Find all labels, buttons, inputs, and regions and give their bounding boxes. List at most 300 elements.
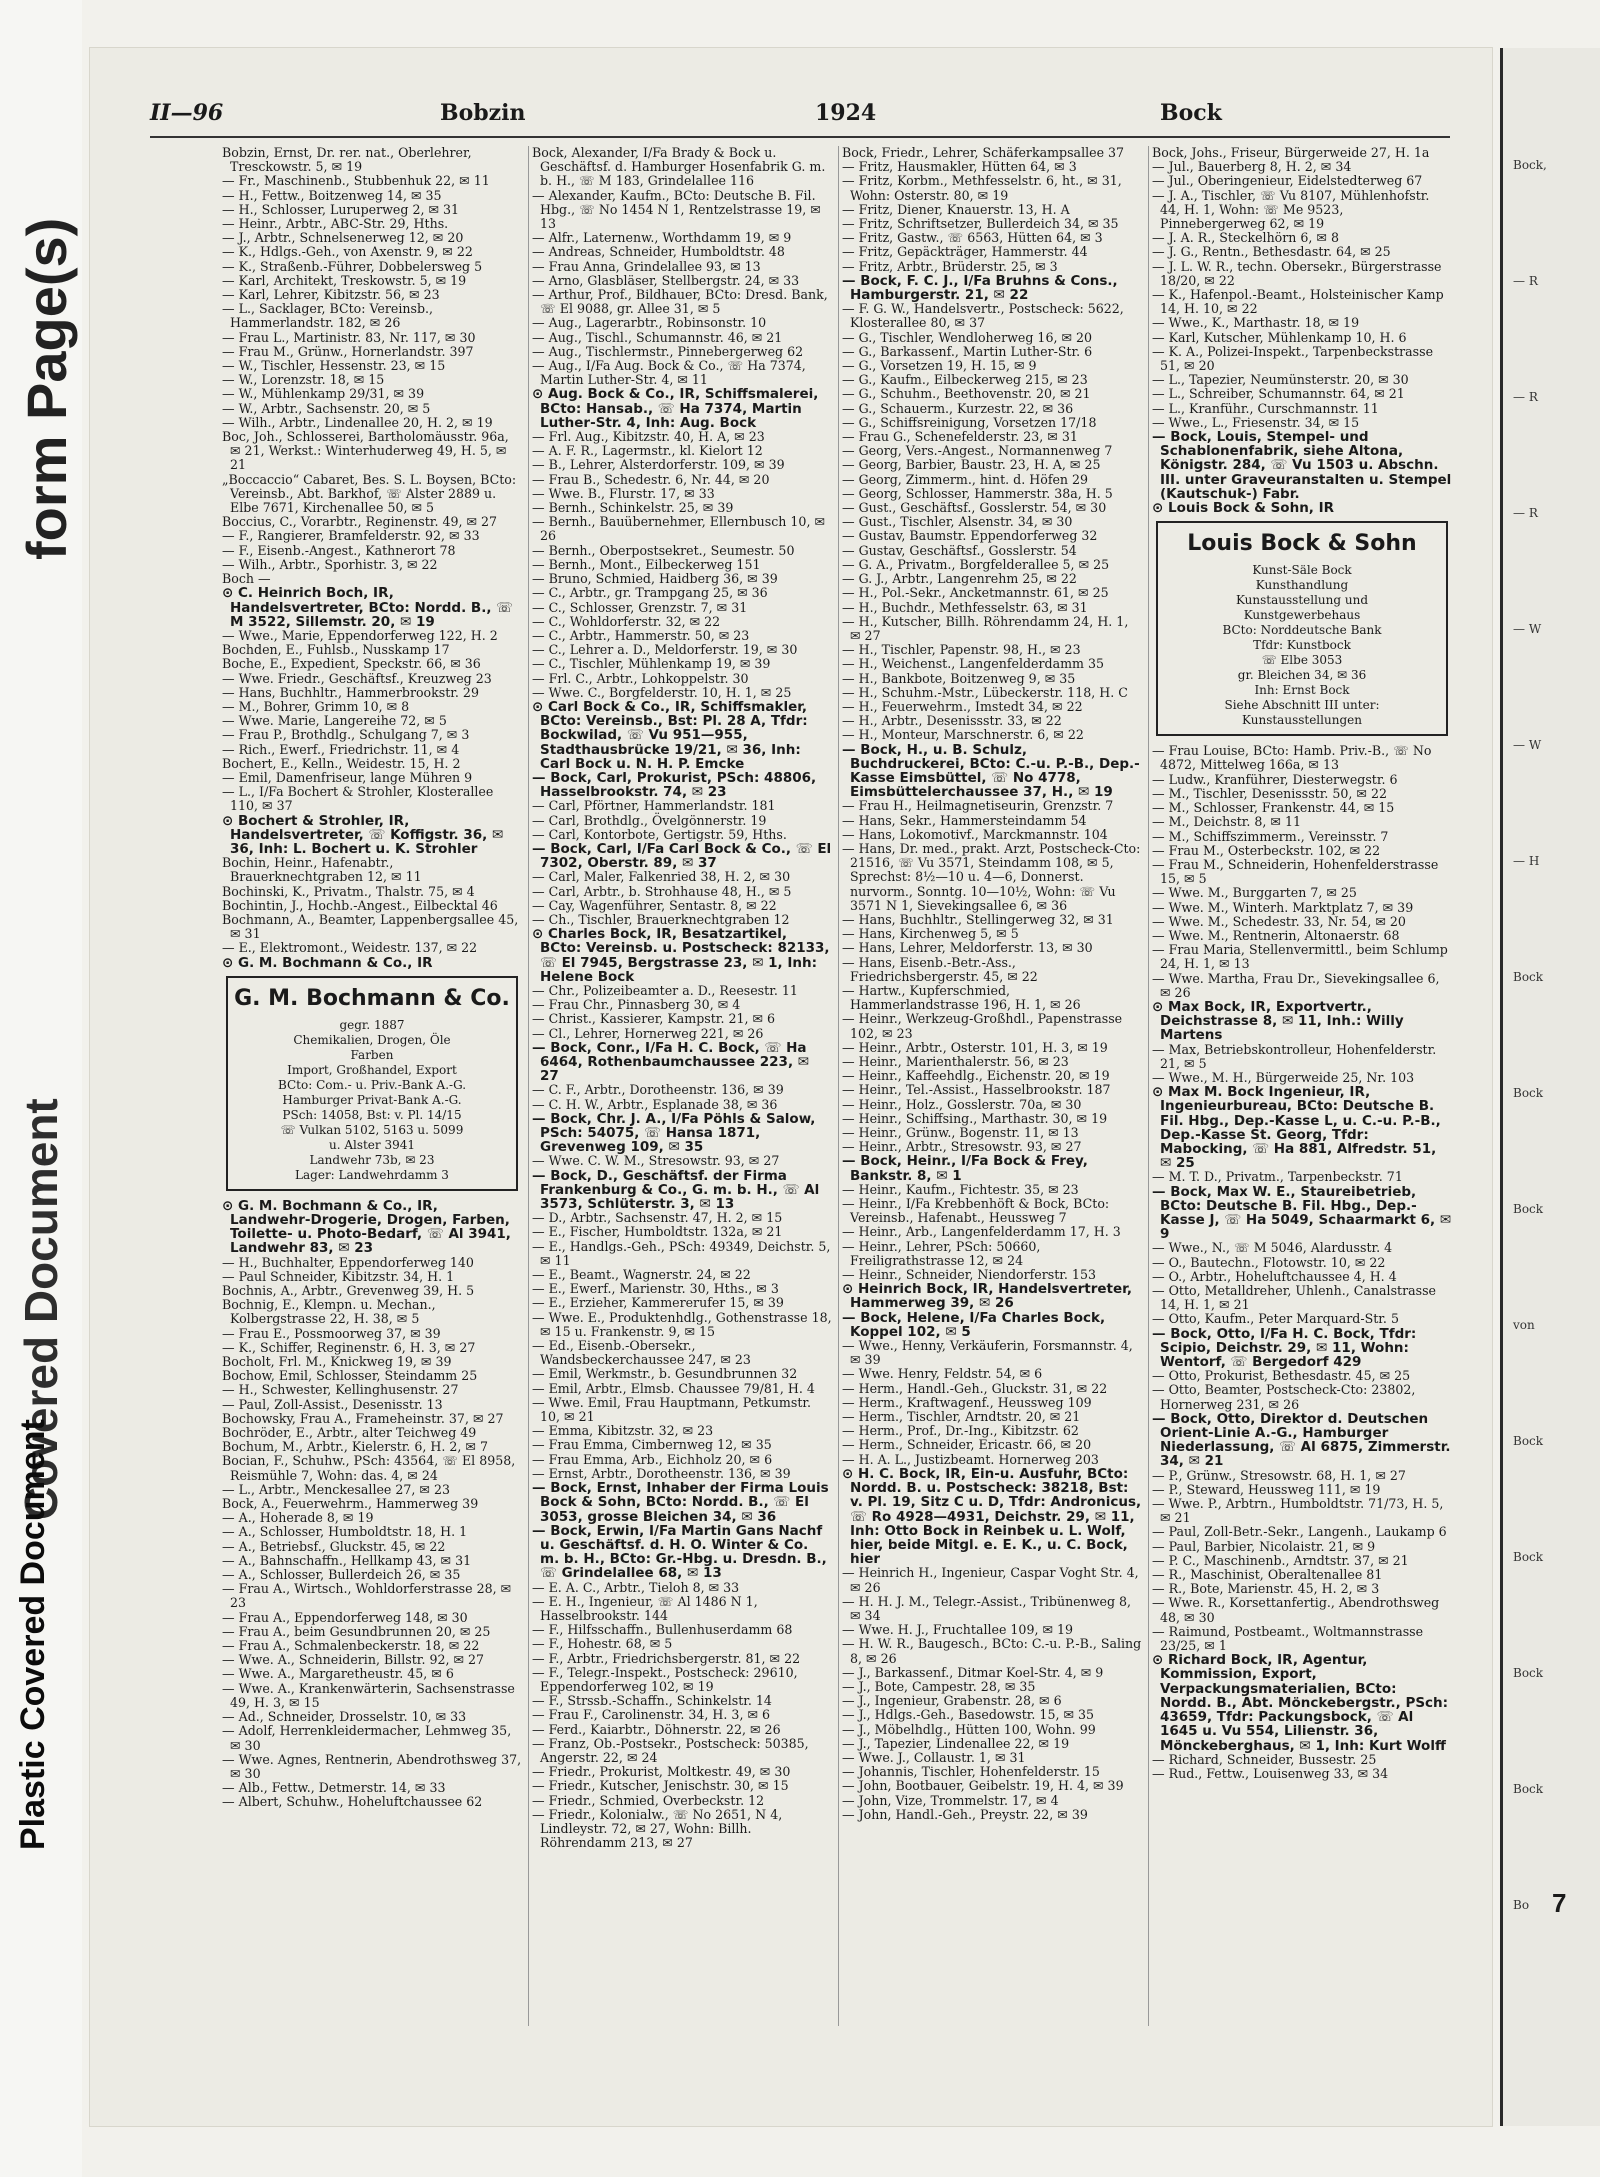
directory-entry: — E., Beamt., Wagnerstr. 24, ✉ 22 bbox=[532, 1267, 751, 1283]
directory-entry: — P. C., Maschinenb., Arndtstr. 37, ✉ 21 bbox=[1152, 1552, 1409, 1568]
directory-entry: — Wwe., N., ☏ M 5046, Alardusstr. 4 bbox=[1152, 1240, 1393, 1256]
directory-entry: — Heinr., Kaufm., Fichtestr. 35, ✉ 23 bbox=[842, 1181, 1079, 1197]
directory-entry: ⊙ Max M. Bock Ingenieur, IR, Ingenieurbureau, BCto: Deutsche B. Fil. Hbg., Dep.-Kasse L, u. C.-u. P.-B., Dep.-Kasse St. Georg, Tfdr: Mabocking, ☏ Ha 881, Alfredstr. 51, ✉ 25 bbox=[1152, 1084, 1441, 1172]
directory-entry: — H., Buchhalter, Eppendorferweg 140 bbox=[222, 1254, 474, 1270]
directory-entry: — Bock, Carl, I/Fa Carl Bock & Co., ☏ El 7302, Oberstr. 89, ✉ 37 bbox=[532, 840, 832, 872]
directory-entry: — J., Möbelhdlg., Hütten 100, Wohn. 99 bbox=[842, 1721, 1096, 1737]
directory-entry: — Friedr., Kolonialw., ☏ No 2651, N 4, Lindleystr. 72, ✉ 27, Wohn: Billh. Röhrendamm 213, ✉ 27 bbox=[532, 1806, 783, 1851]
directory-entry: — Gust., Tischler, Alsenstr. 34, ✉ 30 bbox=[842, 514, 1073, 530]
directory-entry: — Bock, Erwin, I/Fa Martin Gans Nachf u. Geschäftsf. d. H. O. Winter & Co. m. b. H., BCto: Gr.-Hbg. u. Dresdn. B., ☏ Grindelallee 68, ✉ 13 bbox=[532, 1522, 827, 1582]
directory-entry: — Wwe. C. W. M., Stresowstr. 93, ✉ 27 bbox=[532, 1153, 780, 1169]
directory-entry: Bochow, Emil, Schlosser, Steindamm 25 bbox=[222, 1368, 478, 1384]
directory-entry: — E., Elektromont., Weidestr. 137, ✉ 22 bbox=[222, 940, 478, 956]
advertisement-box bbox=[226, 976, 518, 1191]
directory-entry: — Wilh., Arbtr., Lindenallee 20, H. 2, ✉ 19 bbox=[222, 414, 493, 430]
directory-entry: — Andreas, Schneider, Humboldtstr. 48 bbox=[532, 244, 785, 260]
directory-entry: — M., Deichstr. 8, ✉ 11 bbox=[1152, 814, 1302, 830]
directory-entry: Boc, Joh., Schlosserei, Bartholomäusstr. 96a, ✉ 21, Werkst.: Winterhuderweg 49, H. 5, ✉ 21 bbox=[222, 429, 509, 473]
directory-entry: — H. W. R., Baugesch., BCto: C.-u. P.-B., Saling 8, ✉ 26 bbox=[842, 1636, 1142, 1666]
directory-entry: — G., Vorsetzen 19, H. 15, ✉ 9 bbox=[842, 358, 1037, 374]
directory-entry: — J., Arbtr., Schnelsenerweg 12, ✉ 20 bbox=[222, 230, 464, 246]
directory-entry: — Johannis, Tischler, Hohenfelderstr. 15 bbox=[842, 1764, 1100, 1780]
directory-entry: ⊙ Max Bock, IR, Exportvertr., Deichstrasse 8, ✉ 11, Inh.: Willy Martens bbox=[1152, 998, 1404, 1044]
directory-entry: — Frau M., Osterbeckstr. 102, ✉ 22 bbox=[1152, 842, 1381, 858]
directory-entry: — F., Hohestr. 68, ✉ 5 bbox=[532, 1636, 673, 1652]
directory-entry: — Carl, Maler, Falkenried 38, H. 2, ✉ 30 bbox=[532, 869, 791, 885]
directory-entry: — Herm., Schneider, Ericastr. 66, ✉ 20 bbox=[842, 1437, 1092, 1453]
directory-entry: — Frau A., Eppendorferweg 148, ✉ 30 bbox=[222, 1609, 468, 1625]
directory-entry: — B., Lehrer, Alsterdorferstr. 109, ✉ 39 bbox=[532, 457, 785, 473]
directory-entry: — A., Bahnschaffn., Hellkamp 43, ✉ 31 bbox=[222, 1552, 472, 1568]
directory-entry: — Heinr., Arb., Langenfelderdamm 17, H. 3 bbox=[842, 1224, 1121, 1240]
directory-entry: — Emil, Werkmstr., b. Gesundbrunnen 32 bbox=[532, 1366, 798, 1382]
directory-entry: — Friedr., Prokurist, Moltkestr. 49, ✉ 30 bbox=[532, 1764, 791, 1780]
directory-entry: Bock, A., Feuerwehrm., Hammerweg 39 bbox=[222, 1496, 479, 1512]
directory-entry: — Frau A., Wirtsch., Wohldorferstrasse 28, ✉ 23 bbox=[222, 1581, 512, 1611]
directory-entry: — F., Telegr.-Inspekt., Postscheck: 29610, Eppendorferweg 102, ✉ 19 bbox=[532, 1664, 798, 1694]
directory-entry: — Otto, Metalldreher, Uhlenh., Canalstrasse 14, H. 1, ✉ 21 bbox=[1152, 1283, 1437, 1313]
directory-entry: — D., Arbtr., Sachsenstr. 47, H. 2, ✉ 15 bbox=[532, 1210, 783, 1226]
directory-entry: — Otto, Prokurist, Bethesdastr. 45, ✉ 25 bbox=[1152, 1368, 1411, 1384]
directory-entry: — Herm., Tischler, Arndtstr. 20, ✉ 21 bbox=[842, 1409, 1081, 1425]
directory-entry: Bocholt, Frl. M., Knickweg 19, ✉ 39 bbox=[222, 1354, 452, 1370]
directory-entry: Bochmann, A., Beamter, Lappenbergsallee 45, ✉ 31 bbox=[222, 911, 519, 942]
directory-entry: — Heinr., Tel.-Assist., Hasselbrookstr. 187 bbox=[842, 1082, 1111, 1098]
directory-entry: — Frau A., Schmalenbeckerstr. 18, ✉ 22 bbox=[222, 1638, 480, 1654]
directory-entry: — Paul Schneider, Kibitzstr. 34, H. 1 bbox=[222, 1268, 455, 1284]
directory-entry: — O., Arbtr., Hoheluftchaussee 4, H. 4 bbox=[1152, 1268, 1397, 1284]
directory-entry: — Georg, Schlosser, Hammerstr. 38a, H. 5 bbox=[842, 485, 1113, 501]
directory-entry: — Chr., Polizeibeamter a. D., Reesestr. 11 bbox=[532, 982, 798, 998]
directory-entry: — Wwe. H. J., Fruchtallee 109, ✉ 19 bbox=[842, 1622, 1074, 1638]
directory-entry: — Aug., I/Fa Aug. Bock & Co., ☏ Ha 7374, Martin Luther-Str. 4, ✉ 11 bbox=[532, 358, 806, 388]
directory-entry: — E. A. C., Arbtr., Tieloh 8, ✉ 33 bbox=[532, 1579, 740, 1595]
directory-entry: — Wwe. E., Produktenhdlg., Gothenstrasse 18, ✉ 15 u. Frankenstr. 9, ✉ 15 bbox=[532, 1309, 832, 1339]
directory-entry: — G., Tischler, Wendloherweg 16, ✉ 20 bbox=[842, 329, 1093, 345]
directory-entry: ⊙ Richard Bock, IR, Agentur, Kommission, Export, Verpackungsmaterialien, BCto: Nordd. B., Abt. Mönckebergstr., PSch: 43659, Tfdr: Packungsbock, ☏ Al 1645 u. Vu 554, Lilienstr. 36, Mönckeberghaus, ✉ 1, Inh: Kurt Wolff bbox=[1152, 1652, 1449, 1754]
directory-entry: — F., Eisenb.-Angest., Kathnerort 78 bbox=[222, 542, 456, 558]
directory-entry: — Frau B., Schedestr. 6, Nr. 44, ✉ 20 bbox=[532, 471, 770, 487]
directory-entry: — L., Kranführ., Curschmannstr. 11 bbox=[1152, 400, 1379, 416]
directory-entry: — H., Monteur, Marschnerstr. 6, ✉ 22 bbox=[842, 727, 1084, 743]
directory-column-4 bbox=[1152, 146, 1452, 2046]
directory-entry: — Paul, Zoll-Assist., Desenisstr. 13 bbox=[222, 1396, 443, 1412]
directory-entry: — Max, Betriebskontrolleur, Hohenfelderstr. 21, ✉ 5 bbox=[1152, 1041, 1437, 1071]
directory-entry: — Bock, Otto, I/Fa H. C. Bock, Tfdr: Scipio, Deichstr. 29, ✉ 11, Wohn: Wentorf, ☏ Bergedorf 429 bbox=[1152, 1325, 1417, 1371]
directory-entry: — Richard, Schneider, Bussestr. 25 bbox=[1152, 1751, 1377, 1767]
directory-entry: Boche, E., Expedient, Speckstr. 66, ✉ 36 bbox=[222, 656, 481, 672]
directory-entry: — Gustav, Geschäftsf., Gosslerstr. 54 bbox=[842, 542, 1077, 558]
directory-column-2 bbox=[532, 146, 832, 2046]
directory-entry: Bock, Alexander, I/Fa Brady & Bock u. Geschäftsf. d. Hamburger Hosenfabrik G. m. b. H., ☏ M 183, Grindelallee 116 bbox=[532, 146, 826, 189]
directory-entry: — Hans, Lokomotivf., Marckmannstr. 104 bbox=[842, 826, 1108, 842]
directory-entry: — Georg, Zimmerm., hint. d. Höfen 29 bbox=[842, 471, 1089, 487]
ad-line: gegr. 1887 bbox=[339, 1017, 405, 1032]
directory-entry: — Wwe. M., Burggarten 7, ✉ 25 bbox=[1152, 885, 1357, 901]
ad-title: Louis Bock & Sohn bbox=[1187, 531, 1417, 557]
directory-entry: — H., Arbtr., Desenissstr. 33, ✉ 22 bbox=[842, 713, 1062, 729]
directory-entry: — Heinr., Arbtr., Osterstr. 101, H. 3, ✉ 19 bbox=[842, 1039, 1108, 1055]
adjacent-page-fragment: — R bbox=[1513, 506, 1538, 520]
directory-entry: — C., Lehrer a. D., Meldorferstr. 19, ✉ 30 bbox=[532, 642, 798, 658]
directory-entry: — Wwe. A., Schneiderin, Billstr. 92, ✉ 27 bbox=[222, 1652, 485, 1668]
directory-entry: — H., Schlosser, Luruperweg 2, ✉ 31 bbox=[222, 201, 460, 217]
directory-entry: — Ludw., Kranführer, Diesterwegstr. 6 bbox=[1152, 771, 1398, 787]
directory-entry: — H., Tischler, Papenstr. 98, H., ✉ 23 bbox=[842, 642, 1081, 658]
directory-entry: — John, Handl.-Geh., Preystr. 22, ✉ 39 bbox=[842, 1806, 1088, 1822]
directory-entry: — Aug., Tischl., Schumannstr. 46, ✉ 21 bbox=[532, 329, 783, 345]
directory-entry: — M., Schlosser, Frankenstr. 44, ✉ 15 bbox=[1152, 800, 1395, 816]
directory-entry: Boccius, C., Vorarbtr., Reginenstr. 49, ✉ 27 bbox=[222, 514, 498, 530]
ad-line: Kunstgewerbehaus bbox=[1243, 608, 1361, 623]
page-number: II—96 bbox=[150, 100, 224, 126]
directory-entry: — Hans, Dr. med., prakt. Arzt, Postscheck-Cto: 21516, ☏ Vu 3571, Steindamm 108, ✉ 5, Sprechst: 8½—10 u. 4—6, Donnerst. nurvorm., Sonntg. 10—10½, Wohn: ☏ Vu 3571 N 1, Sievekingsallee 6, ✉ 36 bbox=[842, 840, 1141, 913]
directory-entry: — H., Schuhm.-Mstr., Lübeckerstr. 118, H. C bbox=[842, 684, 1128, 700]
directory-entry: — Bernh., Oberpostsekret., Seumestr. 50 bbox=[532, 542, 795, 558]
directory-entry: — W., Mühlenkamp 29/31, ✉ 39 bbox=[222, 386, 425, 402]
stamp-line-2: Covered Document bbox=[15, 1098, 67, 1520]
directory-entry: — G., Schauerm., Kurzestr. 22, ✉ 36 bbox=[842, 400, 1074, 416]
directory-entry: — Emil, Damenfriseur, lange Mühren 9 bbox=[222, 769, 473, 785]
directory-entry: — Frau L., Martinistr. 83, Nr. 117, ✉ 30 bbox=[222, 329, 476, 345]
directory-entry: — Wwe. B., Flurstr. 17, ✉ 33 bbox=[532, 485, 715, 501]
column-divider bbox=[1148, 146, 1149, 2026]
directory-entry: — R., Bote, Marienstr. 45, H. 2, ✉ 3 bbox=[1152, 1581, 1380, 1597]
adjacent-page-fragment: Bock bbox=[1513, 1086, 1544, 1100]
directory-entry: — J., Bote, Campestr. 28, ✉ 35 bbox=[842, 1678, 1036, 1694]
directory-entry: — Bock, Heinr., I/Fa Bock & Frey, Bankstr. 8, ✉ 1 bbox=[842, 1153, 1088, 1184]
directory-entry: — Raimund, Postbeamt., Woltmannstrasse 23/25, ✉ 1 bbox=[1152, 1623, 1424, 1654]
directory-entry: — H. A. L., Justizbeamt. Hornerweg 203 bbox=[842, 1451, 1099, 1467]
directory-entry: ⊙ Aug. Bock & Co., IR, Schiffsmalerei, BCto: Hansab., ☏ Ha 7374, Martin Luther-Str. 4, Inh: Aug. Bock bbox=[532, 386, 819, 431]
directory-entry: — Cl., Lehrer, Hornerweg 221, ✉ 26 bbox=[532, 1025, 764, 1041]
directory-entry: — Christ., Kassierer, Kampstr. 21, ✉ 6 bbox=[532, 1011, 776, 1027]
directory-entry: — Herm., Prof., Dr.-Ing., Kibitzstr. 62 bbox=[842, 1423, 1079, 1439]
directory-entry: — Hans, Sekr., Hammersteindamm 54 bbox=[842, 812, 1087, 828]
directory-entry: — Bock, Helene, I/Fa Charles Bock, Koppel 102, ✉ 5 bbox=[842, 1309, 1106, 1340]
directory-column-1 bbox=[222, 146, 522, 2046]
header-rule bbox=[150, 136, 1450, 138]
directory-entry: — W., Arbtr., Sachsenstr. 20, ✉ 5 bbox=[222, 400, 431, 416]
directory-entry: — L., Schreiber, Schumannstr. 64, ✉ 21 bbox=[1152, 386, 1405, 402]
directory-entry: — Wwe., Henny, Verkäuferin, Forsmannstr. 4, ✉ 39 bbox=[842, 1338, 1133, 1368]
directory-entry: Bochröder, E., Arbtr., alter Teichweg 49 bbox=[222, 1425, 477, 1441]
directory-entry: — Paul, Zoll-Betr.-Sekr., Langenh., Laukamp 6 bbox=[1152, 1524, 1447, 1540]
directory-entry: — H., Weichenst., Langenfelderdamm 35 bbox=[842, 656, 1105, 672]
directory-entry: — Fritz, Gastw., ☏ 6563, Hütten 64, ✉ 3 bbox=[842, 230, 1103, 246]
directory-entry: — Bock, F. C. J., I/Fa Bruhns & Cons., Hamburgerstr. 21, ✉ 22 bbox=[842, 272, 1118, 304]
directory-entry: — Frau Louise, BCto: Hamb. Priv.-B., ☏ No 4872, Mittelweg 166a, ✉ 13 bbox=[1152, 743, 1432, 773]
adjacent-page-fragment: Bock bbox=[1513, 1666, 1544, 1680]
directory-entry: — Jul., Bauerberg 8, H. 2, ✉ 34 bbox=[1152, 159, 1352, 175]
directory-entry: — Frau F., Carolinenstr. 34, H. 3, ✉ 6 bbox=[532, 1707, 771, 1723]
directory-entry: — J. A., Tischler, ☏ Vu 8107, Mühlenhofstr. 44, H. 1, Wohn: ☏ Me 9523, Pinnebergerweg 62, ✉ 19 bbox=[1152, 187, 1430, 232]
directory-entry: — C. H. W., Arbtr., Esplanade 38, ✉ 36 bbox=[532, 1096, 778, 1112]
directory-entry: — A., Schlosser, Humboldtstr. 18, H. 1 bbox=[222, 1524, 468, 1540]
directory-entry: — Bock, Carl, Prokurist, PSch: 48806, Hasselbrookstr. 74, ✉ 23 bbox=[532, 769, 817, 801]
directory-entry: — K., Hafenpol.-Beamt., Holsteinischer Kamp 14, H. 10, ✉ 22 bbox=[1152, 287, 1444, 317]
directory-entry: — Wwe., Marie, Eppendorferweg 122, H. 2 bbox=[222, 627, 498, 643]
directory-entry: — Bock, Ernst, Inhaber der Firma Louis Bock & Sohn, BCto: Nordd. B., ☏ El 3053, grosse Bleichen 34, ✉ 36 bbox=[532, 1480, 829, 1525]
adjacent-page-fragment: — W bbox=[1513, 622, 1542, 636]
directory-entry: — Wwe. Friedr., Geschäftsf., Kreuzweg 23 bbox=[222, 670, 492, 686]
directory-entry: — C., Wohldorferstr. 32, ✉ 22 bbox=[532, 613, 721, 629]
directory-entry: Bochnis, A., Arbtr., Grevenweg 39, H. 5 bbox=[222, 1283, 475, 1298]
directory-entry: — Ernst, Arbtr., Dorotheenstr. 136, ✉ 39 bbox=[532, 1465, 791, 1481]
directory-entry: — Fritz, Schriftsetzer, Bullerdeich 34, ✉ 35 bbox=[842, 216, 1119, 232]
ad-title: G. M. Bochmann & Co. bbox=[234, 985, 510, 1011]
directory-entry: — Wwe. M., Rentnerin, Altonaerstr. 68 bbox=[1152, 927, 1400, 943]
directory-entry: — Ch., Tischler, Brauerknechtgraben 12 bbox=[532, 911, 790, 927]
adjacent-page-fragment: — H bbox=[1513, 854, 1540, 868]
directory-entry: — E., Handlgs.-Geh., PSch: 49349, Deichstr. 5, ✉ 11 bbox=[532, 1238, 831, 1268]
directory-entry: — Wwe., M. H., Bürgerweide 25, Nr. 103 bbox=[1152, 1069, 1415, 1085]
directory-entry: — Bock, Otto, Direktor d. Deutschen Orient-Linie A.-G., Hamburger Niederlassung, ☏ Al 6875, Zimmerstr. 34, ✉ 21 bbox=[1152, 1410, 1451, 1470]
directory-entry: — G., Barkassenf., Martin Luther-Str. 6 bbox=[842, 343, 1093, 359]
directory-entry: — Hans, Buchhltr., Stellingerweg 32, ✉ 31 bbox=[842, 911, 1114, 927]
directory-entry: — Wwe. C., Borgfelderstr. 10, H. 1, ✉ 25 bbox=[532, 684, 792, 700]
adjacent-page-fragment: Bock bbox=[1513, 1782, 1544, 1796]
directory-entry: — Hartw., Kupferschmied, Hammerlandstrasse 196, H. 1, ✉ 26 bbox=[842, 982, 1081, 1013]
directory-entry: — J. A. R., Steckelhörn 6, ✉ 8 bbox=[1152, 230, 1339, 246]
directory-entry: — Wwe., K., Marthastr. 18, ✉ 19 bbox=[1152, 315, 1360, 331]
column-divider bbox=[528, 146, 529, 2026]
directory-entry: Bochden, E., Fuhlsb., Nusskamp 17 bbox=[222, 642, 450, 658]
adjacent-page-edge bbox=[1500, 48, 1600, 2126]
directory-entry: — C., Tischler, Mühlenkamp 19, ✉ 39 bbox=[532, 656, 771, 672]
ad-line: gr. Bleichen 34, ✉ 36 bbox=[1237, 668, 1367, 683]
directory-entry: — Albert, Schuhw., Hoheluftchaussee 62 bbox=[222, 1794, 483, 1810]
directory-entry: — Alexander, Kaufm., BCto: Deutsche B. Fil. Hbg., ☏ No 1454 N 1, Rentzelstrasse 19, ✉ 13 bbox=[532, 187, 821, 232]
directory-entry: — Fritz, Gepäckträger, Hammerstr. 44 bbox=[842, 244, 1088, 260]
directory-column-3 bbox=[842, 146, 1142, 2046]
directory-entry: — H., Schwester, Kellinghusenstr. 27 bbox=[222, 1382, 459, 1398]
directory-entry: — Arno, Glasbläser, Stellbergstr. 24, ✉ 33 bbox=[532, 272, 800, 288]
directory-entry: — Frau H., Heilmagnetiseurin, Grenzstr. 7 bbox=[842, 798, 1114, 814]
directory-entry: — Bernh., Mont., Eilbeckerweg 151 bbox=[532, 556, 761, 572]
directory-entry: — H., Buchdr., Methfesselstr. 63, ✉ 31 bbox=[842, 599, 1088, 615]
directory-entry: ⊙ Heinrich Bock, IR, Handelsvertreter, Hammerweg 39, ✉ 26 bbox=[842, 1281, 1132, 1312]
directory-entry: — P., Steward, Heussweg 111, ✉ 19 bbox=[1152, 1481, 1381, 1497]
directory-entry: — Bock, H., u. B. Schulz, Buchdruckerei, BCto: C.-u. P.-B., Dep.-Kasse Eimsbüttel, ☏ No 4778, Eimsbüttelerchaussee 37, H., ✉ 19 bbox=[842, 741, 1140, 801]
directory-entry: — K., Straßenb.-Führer, Dobbelersweg 5 bbox=[222, 258, 483, 274]
directory-entry: — A. F. R., Lagermstr., kl. Kielort 12 bbox=[532, 443, 763, 459]
directory-entry: — H., Kutscher, Billh. Röhrendamm 24, H. 1, ✉ 27 bbox=[842, 613, 1129, 643]
directory-entry: — Heinr., Marienthalerstr. 56, ✉ 23 bbox=[842, 1054, 1069, 1069]
directory-entry: ⊙ Louis Bock & Sohn, IR bbox=[1152, 500, 1335, 517]
directory-entry: — Otto, Kaufm., Peter Marquard-Str. 5 bbox=[1152, 1311, 1399, 1327]
ad-line: Kunstausstellung und bbox=[1235, 593, 1369, 608]
directory-entry: — G., Kaufm., Eilbeckerweg 215, ✉ 23 bbox=[842, 372, 1088, 388]
ad-line: Tfdr: Kunstbock bbox=[1253, 638, 1351, 653]
adjacent-page-fragment: — R bbox=[1513, 274, 1538, 288]
directory-entry: — Ed., Eisenb.-Obersekr., Wandsbeckerchaussee 247, ✉ 23 bbox=[532, 1338, 751, 1368]
directory-entry: — Frau G., Schenefelderstr. 23, ✉ 31 bbox=[842, 429, 1078, 445]
directory-entry: — G. J., Arbtr., Langenrehm 25, ✉ 22 bbox=[842, 571, 1077, 587]
directory-entry: — G. A., Privatm., Borgfelderallee 5, ✉ 25 bbox=[842, 556, 1110, 572]
directory-entry: — Arthur, Prof., Bildhauer, BCto: Dresd. Bank, ☏ El 9088, gr. Allee 31, ✉ 5 bbox=[532, 287, 828, 317]
directory-entry: — Frau Chr., Pinnasberg 30, ✉ 4 bbox=[532, 997, 741, 1013]
stamp-line-3: form Page(s) bbox=[15, 217, 78, 560]
directory-entry: — Herm., Kraftwagenf., Heussweg 109 bbox=[842, 1394, 1092, 1410]
directory-entry: ⊙ Charles Bock, IR, Besatzartikel, BCto: Vereinsb. u. Postscheck: 82133, ☏ El 7945, Bergstrasse 23, ✉ 1, Inh: Helene Bock bbox=[532, 926, 830, 985]
directory-entry: — Franz, Ob.-Postsekr., Postscheck: 50385, Angerstr. 22, ✉ 24 bbox=[532, 1735, 809, 1765]
directory-entry: — Bruno, Schmied, Haidberg 36, ✉ 39 bbox=[532, 571, 778, 587]
ad-line: PSch: 14058, Bst: v. Pl. 14/15 bbox=[282, 1107, 462, 1122]
directory-entry: — Paul, Barbier, Nicolaistr. 21, ✉ 9 bbox=[1152, 1538, 1376, 1554]
directory-entry: — Bock, D., Geschäftsf. der Firma Frankenburg & Co., G. m. b. H., ☏ Al 3573, Schlüterstr. 3, ✉ 13 bbox=[532, 1167, 820, 1213]
advertisement-box bbox=[1156, 521, 1448, 736]
directory-entry: Bock, Johs., Friseur, Bürgerweide 27, H. 1a bbox=[1152, 146, 1430, 160]
left-margin bbox=[0, 0, 82, 2177]
directory-entry: — Wwe. J., Collaustr. 1, ✉ 31 bbox=[842, 1749, 1026, 1765]
directory-entry: — E. H., Ingenieur, ☏ Al 1486 N 1, Hasselbrookstr. 144 bbox=[532, 1593, 758, 1623]
directory-entry: — H. H. J. M., Telegr.-Assist., Tribünenweg 8, ✉ 34 bbox=[842, 1593, 1132, 1623]
directory-entry: — Bock, Conr., I/Fa H. C. Bock, ☏ Ha 6464, Rothenbaumchaussee 223, ✉ 27 bbox=[532, 1039, 810, 1085]
directory-entry: — F. G. W., Handelsvertr., Postscheck: 5622, Klosterallee 80, ✉ 37 bbox=[842, 301, 1124, 331]
directory-entry: — Heinrich H., Ingenieur, Caspar Voght Str. 4, ✉ 26 bbox=[842, 1565, 1139, 1595]
directory-entry: — J. G., Rentn., Bethesdastr. 64, ✉ 25 bbox=[1152, 244, 1391, 260]
directory-entry: — Frau Emma, Cimbernweg 12, ✉ 35 bbox=[532, 1437, 772, 1453]
directory-entry: — Wwe. M., Schedestr. 33, Nr. 54, ✉ 20 bbox=[1152, 913, 1406, 929]
directory-entry: — Heinr., I/Fa Krebbenhöft & Bock, BCto: Vereinsb., Hafenabt., Heussweg 7 bbox=[842, 1196, 1110, 1226]
directory-entry: — Otto, Beamter, Postscheck-Cto: 23802, Hornerweg 231, ✉ 26 bbox=[1152, 1382, 1416, 1412]
directory-entry: — Hans, Eisenb.-Betr.-Ass., Friedrichsbergerstr. 45, ✉ 22 bbox=[842, 954, 1038, 984]
directory-entry: — E., Fischer, Humboldtstr. 132a, ✉ 21 bbox=[532, 1224, 783, 1240]
directory-entry: — Cay, Wagenführer, Sentastr. 8, ✉ 22 bbox=[532, 897, 777, 913]
ad-line: Hamburger Privat-Bank A.-G. bbox=[282, 1092, 462, 1107]
directory-entry: — Georg, Vers.-Angest., Normannenweg 7 bbox=[842, 443, 1113, 459]
ad-line: Lager: Landwehrdamm 3 bbox=[295, 1167, 449, 1182]
directory-entry: — L., Tapezier, Neumünsterstr. 20, ✉ 30 bbox=[1152, 372, 1409, 388]
directory-entry: ⊙ H. C. Bock, IR, Ein-u. Ausfuhr, BCto: Nordd. B. u. Postscheck: 38218, Bst: v. Pl. 19, Sitz C u. D, Tfdr: Andronicus, ☏ Ro 4928—4931, Deichstr. 29, ✉ 11, Inh: Otto Bock in Reinbek u. L. Wolf, hier, beide Mitgl. e. E. K., u. C. Bock, hier bbox=[842, 1465, 1142, 1568]
ad-line: Inh: Ernst Bock bbox=[1254, 683, 1350, 698]
directory-entry: — F., Rangierer, Bramfelderstr. 92, ✉ 33 bbox=[222, 528, 480, 544]
adjacent-page-fragment: Bock, bbox=[1513, 158, 1547, 172]
directory-entry: — J., Hdlgs.-Geh., Basedowstr. 15, ✉ 35 bbox=[842, 1707, 1095, 1723]
directory-entry: — E., Erzieher, Kammererufer 15, ✉ 39 bbox=[532, 1295, 784, 1311]
ad-line: Siehe Abschnitt III unter: bbox=[1224, 698, 1380, 713]
directory-entry: — Wwe. Emil, Frau Hauptmann, Petkumstr. 10, ✉ 21 bbox=[532, 1394, 812, 1425]
directory-entry: — Heinr., Holz., Gosslerstr. 70a, ✉ 30 bbox=[842, 1096, 1082, 1112]
directory-entry: — Herm., Handl.-Geh., Gluckstr. 31, ✉ 22 bbox=[842, 1380, 1108, 1396]
directory-entry: — Wwe. R., Korsettanfertig., Abendrothsweg 48, ✉ 30 bbox=[1152, 1595, 1440, 1625]
adjacent-page-fragment: Bock bbox=[1513, 1434, 1544, 1448]
directory-entry: Boch — bbox=[222, 571, 271, 587]
directory-entry: — Fritz, Hausmakler, Hütten 64, ✉ 3 bbox=[842, 159, 1077, 175]
directory-entry: — Wwe. A., Margaretheustr. 45, ✉ 6 bbox=[222, 1666, 454, 1682]
ad-line: Kunst-Säle Bock bbox=[1252, 563, 1352, 578]
directory-entry: — Wwe. M., Winterh. Marktplatz 7, ✉ 39 bbox=[1152, 899, 1414, 915]
directory-entry: — C., Schlosser, Grenzstr. 7, ✉ 31 bbox=[532, 599, 748, 615]
directory-entry: — E., Ewerf., Marienstr. 30, Hths., ✉ 3 bbox=[532, 1281, 779, 1297]
directory-entry: — Heinr., Schiffsing., Marthastr. 30, ✉ 19 bbox=[842, 1110, 1108, 1126]
directory-entry: Bock, Friedr., Lehrer, Schäferkampsallee 37 bbox=[842, 146, 1125, 160]
directory-entry: — Carl, Pförtner, Hammerlandstr. 181 bbox=[532, 798, 776, 814]
directory-entry: — Bock, Max W. E., Staureibetrieb, BCto: Deutsche B. Fil. Hbg., Dep.-Kasse J, ☏ Ha 5049, Schaarmarkt 6, ✉ 9 bbox=[1152, 1183, 1452, 1243]
ad-line: Import, Großhandel, Export bbox=[287, 1062, 457, 1077]
adjacent-page-fragment: — W bbox=[1513, 738, 1542, 752]
directory-entry: — W., Lorenzstr. 18, ✉ 15 bbox=[222, 372, 385, 388]
directory-entry: — Frau E., Possmoorweg 37, ✉ 39 bbox=[222, 1325, 441, 1341]
directory-entry: — Rud., Fettw., Louisenweg 33, ✉ 34 bbox=[1152, 1765, 1389, 1781]
directory-entry: ⊙ Carl Bock & Co., IR, Schiffsmakler, BCto: Vereinsb., Bst: Pl. 28 A, Tfdr: Bockwilad, ☏ Vu 951—955, Stadthausbrücke 19/21, ✉ 36, Inh: Carl Bock u. N. H. P. Emcke bbox=[532, 698, 808, 772]
directory-entry: — H., Fettw., Boitzenweg 14, ✉ 35 bbox=[222, 187, 442, 203]
directory-entry: — M., Tischler, Desenissstr. 50, ✉ 22 bbox=[1152, 785, 1387, 801]
ad-line: Kunsthandlung bbox=[1255, 578, 1349, 593]
stamp-line-1: Plastic Covered Document bbox=[14, 1419, 52, 1850]
directory-entry: — A., Schlosser, Bullerdeich 26, ✉ 35 bbox=[222, 1567, 461, 1583]
directory-entry: — Frau A., beim Gesundbrunnen 20, ✉ 25 bbox=[222, 1623, 491, 1639]
directory-entry: ⊙ Bochert & Strohler, IR, Handelsvertreter, ☏ Koffigstr. 36, ✉ 36, Inh: L. Bochert u. K. Strohler bbox=[222, 812, 504, 857]
directory-entry: — Frau M., Grünw., Hornerlandstr. 397 bbox=[222, 343, 474, 359]
directory-entry: — Hans, Kirchenweg 5, ✉ 5 bbox=[842, 926, 1019, 942]
directory-entry: — Wwe. A., Krankenwärterin, Sachsenstrasse 49, H. 3, ✉ 15 bbox=[222, 1680, 515, 1710]
directory-entry: — H., Bankbote, Boitzenweg 9, ✉ 35 bbox=[842, 670, 1076, 686]
directory-entry: — P., Grünw., Stresowstr. 68, H. 1, ✉ 27 bbox=[1152, 1467, 1406, 1483]
directory-entry: — Carl, Brothdlg., Övelgönnerstr. 19 bbox=[532, 812, 767, 828]
directory-entry: — J., Tapezier, Lindenallee 22, ✉ 19 bbox=[842, 1735, 1070, 1751]
directory-entry: — Frl. Aug., Kibitzstr. 40, H. A, ✉ 23 bbox=[532, 429, 765, 445]
directory-entry: Bochum, M., Arbtr., Kielerstr. 6, H. 2, ✉ 7 bbox=[222, 1439, 488, 1455]
directory-entry: „Boccaccio“ Cabaret, Bes. S. L. Boysen, BCto: Vereinsb., Abt. Barkhof, ☏ Alster 2889 u. Elbe 7671, Kirchenallee 50, ✉ 5 bbox=[222, 471, 517, 516]
directory-entry: — F., Arbtr., Friedrichsbergerstr. 81, ✉ 22 bbox=[532, 1650, 801, 1666]
directory-entry: Bochinski, K., Privatm., Thalstr. 75, ✉ 4 bbox=[222, 883, 475, 899]
directory-entry: — Wwe. P., Arbtrn., Humboldtstr. 71/73, H. 5, ✉ 21 bbox=[1152, 1496, 1444, 1526]
directory-entry: — Frl. C., Arbtr., Lohkoppelstr. 30 bbox=[532, 670, 749, 686]
header-year: 1924 bbox=[815, 100, 877, 126]
directory-entry: ⊙ G. M. Bochmann & Co., IR bbox=[222, 954, 433, 971]
directory-entry: — Karl, Architekt, Treskowstr. 5, ✉ 19 bbox=[222, 272, 467, 288]
directory-entry: — K. A., Polizei-Inspekt., Tarpenbeckstrasse 51, ✉ 20 bbox=[1152, 343, 1434, 374]
directory-entry: Bochintin, J., Hochb.-Angest., Eilbecktal 46 bbox=[222, 897, 498, 913]
directory-entry: — Heinr., Kaffeehdlg., Eichenstr. 20, ✉ 19 bbox=[842, 1068, 1110, 1084]
directory-entry: — John, Bootbauer, Geibelstr. 19, H. 4, ✉ 39 bbox=[842, 1778, 1124, 1794]
directory-entry: — Heinr., Arbtr., ABC-Str. 29, Hths. bbox=[222, 216, 449, 232]
directory-entry: — Gustav, Baumstr. Eppendorferweg 32 bbox=[842, 528, 1098, 544]
directory-entry: — Friedr., Schmied, Overbeckstr. 12 bbox=[532, 1792, 765, 1808]
directory-entry: — Emil, Arbtr., Elmsb. Chaussee 79/81, H. 4 bbox=[532, 1380, 815, 1396]
directory-entry: — R., Maschinist, Oberaltenallee 81 bbox=[1152, 1567, 1383, 1583]
directory-entry: — Aug., Lagerarbtr., Robinsonstr. 10 bbox=[532, 315, 767, 331]
directory-entry: — Aug., Tischlermstr., Pinnebergerweg 62 bbox=[532, 343, 804, 359]
directory-entry: — K., Schiffer, Reginenstr. 6, H. 3, ✉ 27 bbox=[222, 1339, 476, 1355]
directory-entry: — Wwe. Agnes, Rentnerin, Abendrothsweg 37, ✉ 30 bbox=[222, 1751, 522, 1781]
directory-entry: — L., Sacklager, BCto: Vereinsb., Hammerlandstr. 182, ✉ 26 bbox=[222, 301, 434, 331]
directory-entry: — Frau Emma, Arb., Eichholz 20, ✉ 6 bbox=[532, 1451, 773, 1467]
header-from-name: Bobzin bbox=[440, 100, 526, 126]
ad-line: BCto: Norddeutsche Bank bbox=[1222, 623, 1382, 638]
directory-entry: — Fritz, Korbm., Methfesselstr. 6, ht., ✉ 31, Wohn: Osterstr. 80, ✉ 19 bbox=[842, 173, 1122, 203]
directory-entry: — Heinr., Grünw., Bogenstr. 11, ✉ 13 bbox=[842, 1125, 1079, 1141]
directory-entry: — Fritz, Diener, Knauerstr. 13, H. A bbox=[842, 201, 1070, 217]
directory-entry: — Rich., Ewerf., Friedrichstr. 11, ✉ 4 bbox=[222, 741, 460, 757]
directory-entry: Bobzin, Ernst, Dr. rer. nat., Oberlehrer, Tresckowstr. 5, ✉ 19 bbox=[222, 146, 472, 175]
directory-entry: — F., Strssb.-Schaffn., Schinkelstr. 14 bbox=[532, 1693, 772, 1709]
adjacent-page-fragment: Bo bbox=[1513, 1898, 1530, 1912]
directory-entry: — Frau Anna, Grindelallee 93, ✉ 13 bbox=[532, 258, 761, 274]
directory-entry: — Heinr., Arbtr., Stresowstr. 93, ✉ 27 bbox=[842, 1139, 1082, 1155]
directory-entry: ⊙ C. Heinrich Boch, IR, Handelsvertreter, BCto: Nordd. B., ☏ M 3522, Sillemstr. 20, ✉ 19 bbox=[222, 585, 514, 630]
directory-entry: Bocian, F., Schuhw., PSch: 43564, ☏ El 8958, Reismühle 7, Wohn: das. 4, ✉ 24 bbox=[222, 1453, 516, 1483]
directory-entry: — H., Feuerwehrm., Imstedt 34, ✉ 22 bbox=[842, 698, 1083, 714]
directory-entry: — Emma, Kibitzstr. 32, ✉ 23 bbox=[532, 1423, 714, 1439]
directory-entry: — F., Hilfsschaffn., Bullenhuserdamm 68 bbox=[532, 1622, 793, 1638]
directory-entry: — M., Schiffszimmerm., Vereinsstr. 7 bbox=[1152, 828, 1389, 844]
directory-entry: — Carl, Kontorbote, Gertigstr. 59, Hths. bbox=[532, 826, 787, 842]
page-header bbox=[150, 100, 1450, 132]
directory-entry: — Alb., Fettw., Detmerstr. 14, ✉ 33 bbox=[222, 1780, 446, 1796]
